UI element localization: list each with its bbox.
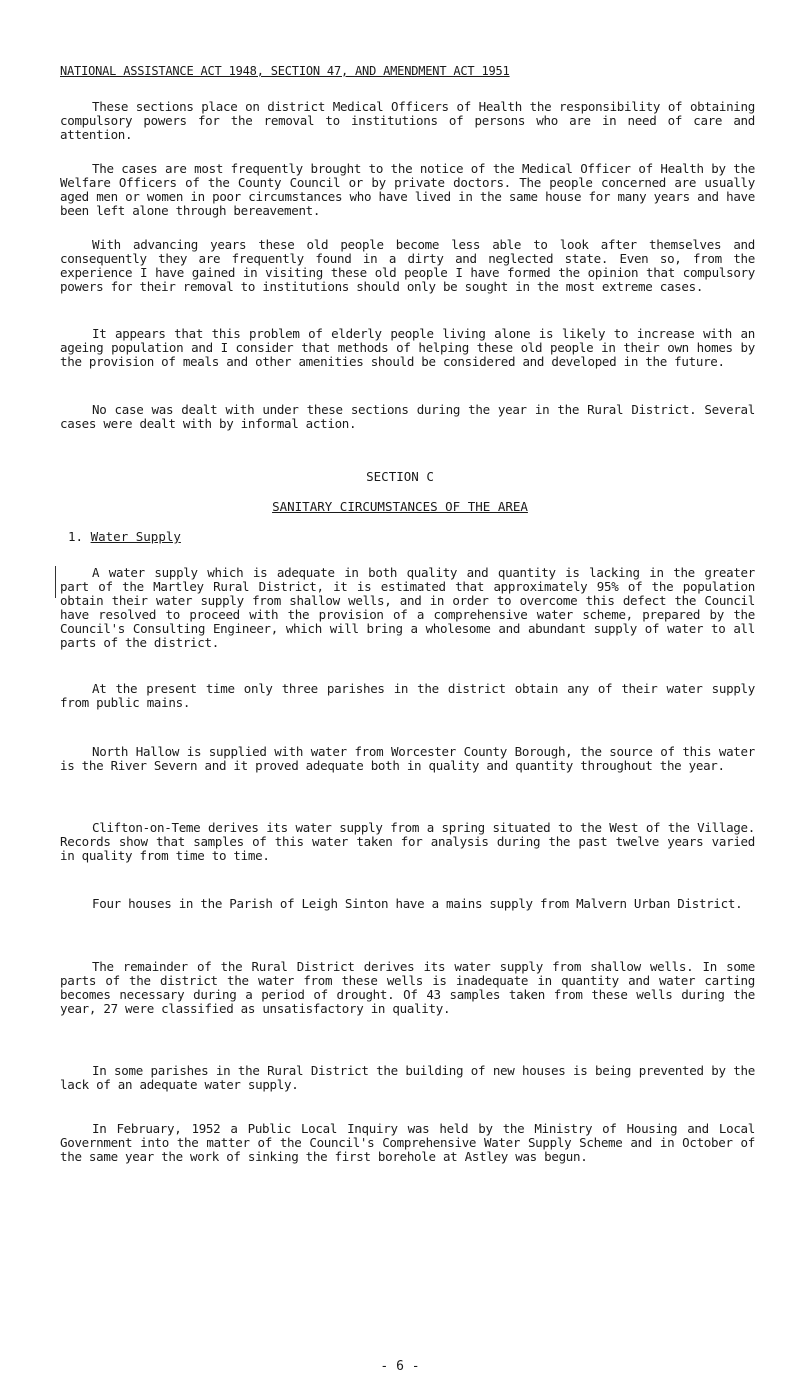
page-number: - 6 -	[380, 1359, 420, 1374]
section-title: SECTION C	[366, 469, 434, 484]
water-paragraph-4: Clifton-on-Teme derives its water supply from a spring situated to the West of the Village. Records show that samples of this water taken for analysis during the past twelve years varied in quality from time to time.	[60, 820, 755, 863]
paragraph-3: With advancing years these old people become less able to look after themselves and consequently they are frequently found in a dirty and neglected state. Even so, from the experience I have gained in visiting these old people I have formed the opinion that compulsory powers for their removal to institutions should only be sought in the most extreme cases.	[60, 237, 755, 294]
paragraph-5: No case was dealt with under these sections during the year in the Rural District. Several cases were dealt with by informal action.	[60, 402, 755, 431]
subsection-number: 1.	[68, 529, 84, 544]
water-paragraph-2: At the present time only three parishes in the district obtain any of their water supply from public mains.	[60, 681, 755, 710]
water-paragraph-7: In some parishes in the Rural District the building of new houses is being prevented by the lack of an adequate water supply.	[60, 1063, 755, 1092]
section-subtitle: SANITARY CIRCUMSTANCES OF THE AREA	[272, 499, 528, 514]
margin-mark	[55, 566, 56, 598]
page-header: NATIONAL ASSISTANCE ACT 1948, SECTION 47, AND AMENDMENT ACT 1951	[60, 64, 510, 78]
paragraph-2: The cases are most frequently brought to the notice of the Medical Officer of Health by the Welfare Officers of the County Council or by private doctors. The people concerned are usually aged men or women in poor circumstances who have lived in the same house for many years and have been left alone through bereavement.	[60, 161, 755, 218]
water-paragraph-5: Four houses in the Parish of Leigh Sinton have a mains supply from Malvern Urban District.	[92, 896, 743, 911]
water-paragraph-6: The remainder of the Rural District derives its water supply from shallow wells. In some parts of the district the water from these wells is inadequate in quantity and water carting becomes necessary during a period of drought. Of 43 samples taken from these wells during the year, 27 were classified as unsatisfactory in quality.	[60, 959, 755, 1016]
paragraph-4: It appears that this problem of elderly people living alone is likely to increase with an ageing population and I consider that methods of helping these old people in their own homes by the provision of meals and other amenities should be considered and developed in the future.	[60, 326, 755, 369]
paragraph-1: These sections place on district Medical Officers of Health the responsibility of obtaining compulsory powers for the removal to institutions of persons who are in need of care and attention.	[60, 99, 755, 142]
water-paragraph-3: North Hallow is supplied with water from Worcester County Borough, the source of this water is the River Severn and it proved adequate both in quality and quantity throughout the year.	[60, 744, 755, 773]
subsection-title: Water Supply	[90, 529, 181, 544]
subsection-heading	[68, 530, 181, 544]
water-paragraph-1: A water supply which is adequate in both quality and quantity is lacking in the greater part of the Martley Rural District, it is estimated that approximately 95% of the population obtain their water supply from shallow wells, and in order to overcome this defect the Council have resolved to proceed with the provision of a comprehensive water scheme, prepared by the Council's Consulting Engineer, which will bring a wholesome and abundant supply of water to all parts of the district.	[60, 565, 755, 650]
water-paragraph-8: In February, 1952 a Public Local Inquiry was held by the Ministry of Housing and Local Government into the matter of the Council's Comprehensive Water Supply Scheme and in October of the same year the work of sinking the first borehole at Astley was begun.	[60, 1121, 755, 1164]
